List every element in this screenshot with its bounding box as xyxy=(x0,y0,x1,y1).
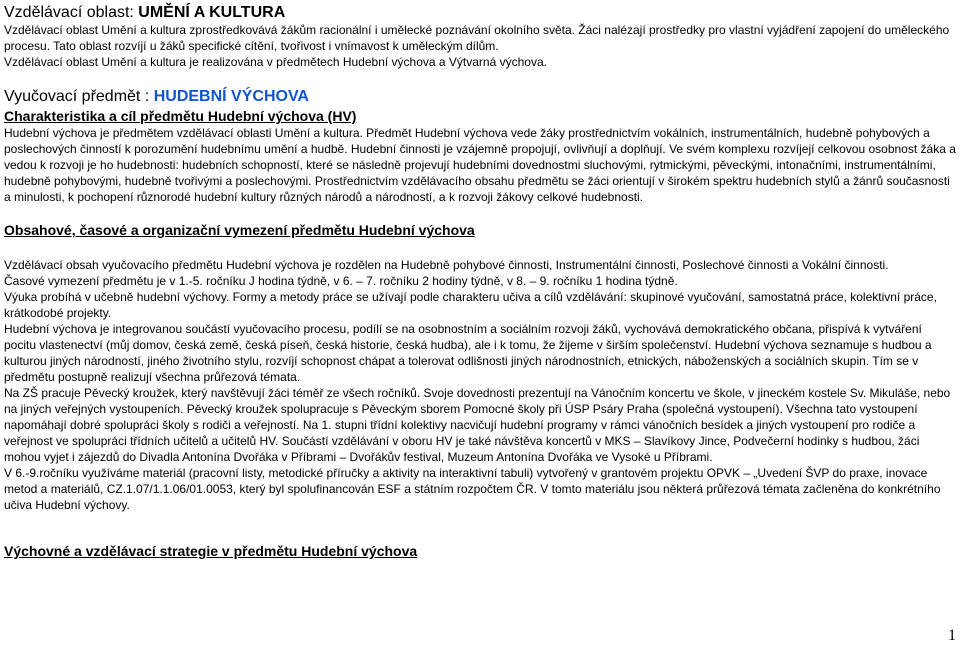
subject-title xyxy=(4,88,956,106)
page-number: 1 xyxy=(948,627,956,644)
subject-title-label: Vyučovací předmět : xyxy=(4,88,154,105)
area-paragraph-1: Vzdělávací oblast Umění a kultura zprostředkovává žákům racionální i umělecké poznávání okolního světa. Žáci nalézají prostředky pro vlastní vyjádření zapojení do uměleckého procesu. Tato oblast rozvíjí u žáků specifické cítění, tvořivost i vnímavost k uměleckým dílům. xyxy=(4,23,950,53)
organization-heading: Obsahové, časové a organizační vymezení předmětu Hudební výchova xyxy=(4,222,475,238)
subject-title-name: HUDEBNÍ VÝCHOVA xyxy=(153,88,309,105)
area-title-label: Vzdělávací oblast: xyxy=(4,4,139,21)
organization-paragraph-materials: V 6.-9.ročníku využíváme materiál (pracovní listy, metodické příručky a aktivity na interaktivní tabuli) vytvořený v grantovém projektu OPVK – „Uvedení ŠVP do praxe, inovace metod a materiálů, CZ.1.07/1.1.06/01.0053, který byl spolufinancován ESF a státním rozpočtem ČR. V tomto materiálu jsou některá průřezová témata začleněna do konkrétního učiva Hudební výchovy. xyxy=(4,466,941,512)
document-page xyxy=(4,3,956,560)
organization-paragraph-content: Vzdělávací obsah vyučovacího předmětu Hudební výchova je rozdělen na Hudebně pohybové činnosti, Instrumentální činnosti, Poslechové činnosti a Vokální činnosti. xyxy=(4,258,889,272)
characteristics-paragraph: Hudební výchova je předmětem vzdělávací oblasti Umění a kultura. Předmět Hudební výchova vede žáky prostřednictvím vokálních, instrumentálních, hudebně pohybových a poslechových činností k porozumění hudebnímu umění a hudbě. Hudební činnosti je vzájemně propojují, ovlivňují a doplňují. Ve svém komplexu rozvíjejí celkovou osobnost žáka a vedou k rozvoji je ho hudebnosti: hudebních schopností, které se následně projevují hudebními dovednostmi sluchovými, rytmickými, pěveckými, intonačními, instrumentálními, hudebně pohybovými, hudebně tvořivými a poslechovými. Prostřednictvím vzdělávacího obsahu předmětu se žáci orientují v širokém spektru hudebních stylů a žánrů současnosti a minulosti, k pochopení různorodé hudební kultury různých národů a národností, a k rozvoji žákovy celkové hudebnosti. xyxy=(4,126,956,204)
organization-paragraph-methods: Výuka probíhá v učebně hudební výchovy. Formy a metody práce se užívají podle charakteru učiva a cílů vzdělávání: skupinové vyučování, samostatná práce, kolektivní práce, krátkodobé projekty. xyxy=(4,290,937,320)
area-title xyxy=(4,3,956,22)
area-title-name: UMĚNÍ A KULTURA xyxy=(138,4,286,21)
strategy-heading: Výchovné a vzdělávací strategie v předmětu Hudební výchova xyxy=(4,543,418,559)
characteristics-heading: Charakteristika a cíl předmětu Hudební výchova (HV) xyxy=(4,108,357,124)
area-paragraph-2: Vzdělávací oblast Umění a kultura je realizována v předmětech Hudební výchova a Výtvarná výchova. xyxy=(4,55,547,69)
section-spacer xyxy=(4,239,956,257)
organization-paragraph-choir: Na ZŠ pracuje Pěvecký kroužek, který navštěvují žáci téměř ze všech ročníků. Svoje dovednosti prezentují na Vánočním koncertu ve škole, v jineckém kostele Sv. Mikuláše, nebo na jiných veřejných vystoupeních. Pěvecký kroužek spolupracuje s Pěveckým sborem Pomocné školy při ÚSP Psáry Praha (společná vystoupení). Všechna tato vystoupení napomáhají dobré spolupráci školy s rodiči a veřejností. Na 1. stupni třídní kolektivy nacvičují hudební programy v rámci vánočních besídek a jiných vystoupení pro rodiče a veřejnost ve spolupráci třídních učitelů a učitelů HV. Součástí vzdělávání v oboru HV je také návštěva koncertů v MKS – Slavíkovy Jince, Podvečerní hodinky s hudbou, žáci mohou vyjet i zájezdů do Divadla Antonína Dvořáka v Příbrami – Dvořákův festival, Muzeum Antonína Dvořáka ve Vysoké u Příbrami. xyxy=(4,386,951,464)
organization-paragraph-time: Časové vymezení předmětu je v 1.-5. ročníku J hodina týdně, v 6. – 7. ročníku 2 hodiny týdně, v 8. – 9. ročníku 1 hodina týdně. xyxy=(4,274,678,288)
organization-paragraph-integration: Hudební výchova je integrovanou součástí vyučovacího procesu, podílí se na osobnostním a sociálním rozvoji žáků, vychovává demokratického občana, přispívá k vytváření pocitu vlastenectví (můj domov, česká země, česká píseň, česká historie, česká hudba), ale i k tomu, že žijeme v širším společenství. Hudební výchova seznamuje s hudbou a kulturou jiných národností, jiného životního stylu, rozvíjí schopnost chápat a tolerovat odlišnosti jiných národnostních, etnických, náboženských a sociálních skupin. Tím se v předmětu postupně realizují všechna průřezová témata. xyxy=(4,322,932,384)
